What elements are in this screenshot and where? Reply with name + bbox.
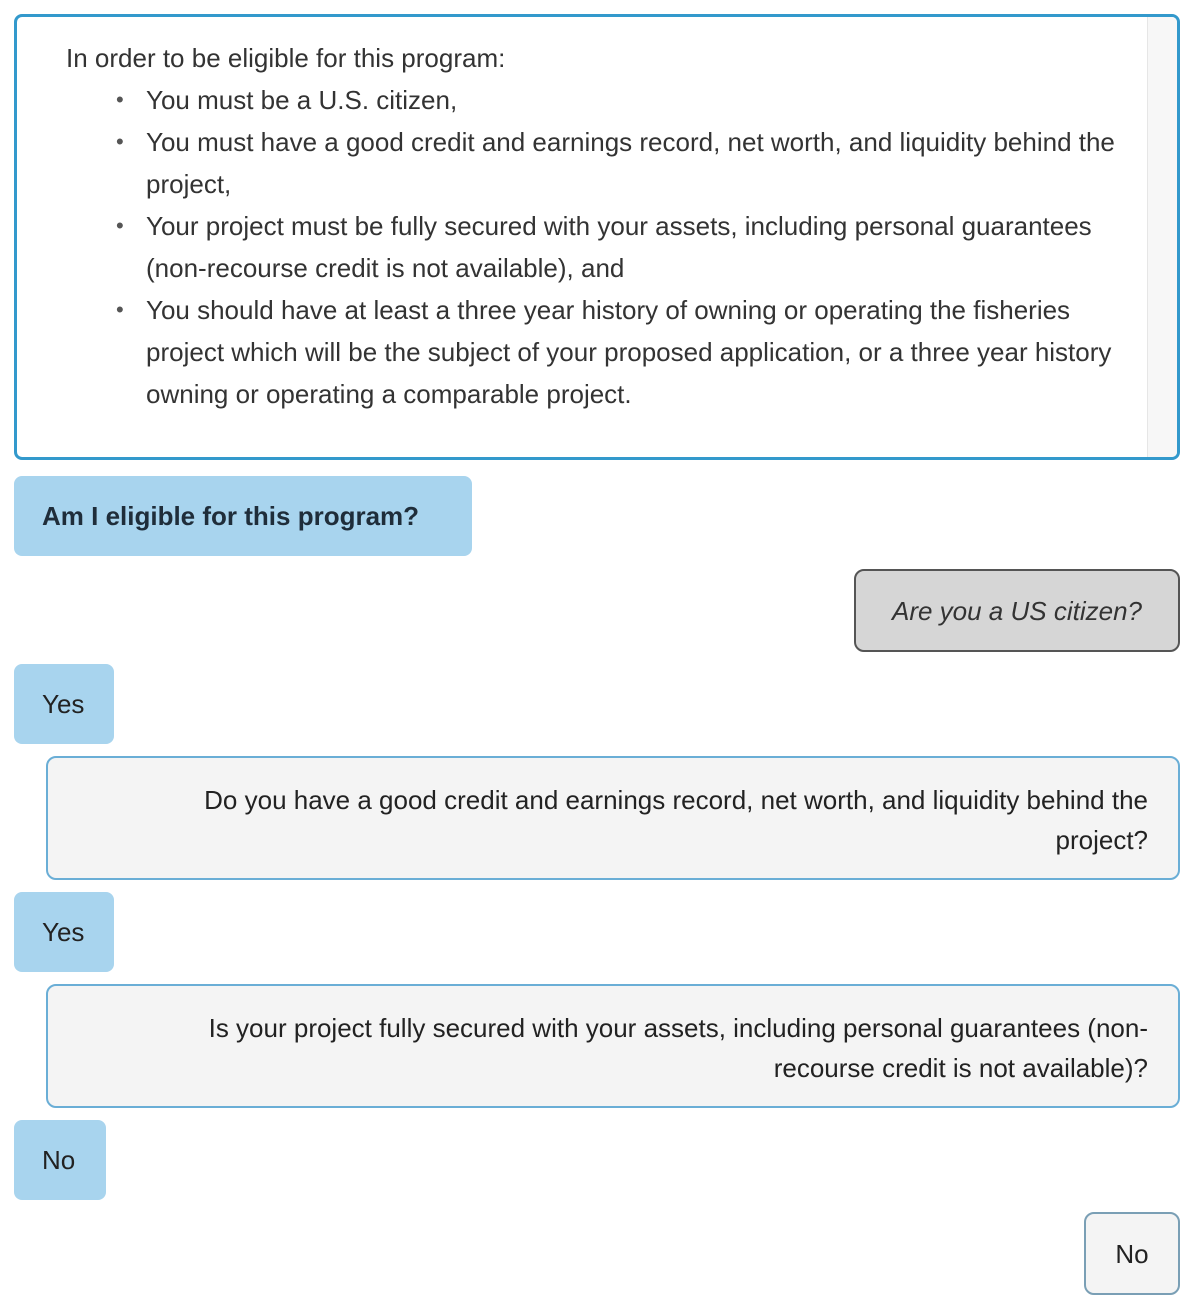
bullet-icon: •: [116, 213, 124, 238]
requirement-item: [66, 121, 1146, 205]
eligibility-panel: [14, 14, 1180, 460]
bullet-icon: •: [116, 129, 124, 154]
user-question-bubble[interactable]: Am I eligible for this program?: [14, 476, 472, 556]
credit-question-bubble: Do you have a good credit and earnings record, net worth, and liquidity behind the project?: [46, 756, 1180, 880]
eligibility-content: [66, 37, 1146, 415]
answer-yes-button[interactable]: Yes: [14, 664, 114, 744]
requirement-text: You must have a good credit and earnings record, net worth, and liquidity behind the project,: [146, 127, 1115, 199]
panel-scrollbar[interactable]: [1147, 17, 1177, 457]
requirement-item: [66, 289, 1146, 415]
requirement-text: You should have at least a three year history of owning or operating the fisheries project which will be the subject of your proposed application, or a three year history owning or operating a comparable project.: [146, 295, 1112, 409]
requirement-text: You must be a U.S. citizen,: [146, 85, 458, 115]
bullet-icon: •: [116, 87, 124, 112]
answer-no-button[interactable]: No: [14, 1120, 106, 1200]
citizen-question-bubble: Are you a US citizen?: [854, 569, 1180, 652]
bullet-icon: •: [116, 297, 124, 322]
eligibility-intro: In order to be eligible for this program:: [66, 43, 506, 73]
bot-answer-bubble: No: [1084, 1212, 1180, 1295]
requirements-list: [66, 79, 1146, 415]
requirement-item: [66, 79, 1146, 121]
answer-yes-button[interactable]: Yes: [14, 892, 114, 972]
secured-question-bubble: Is your project fully secured with your assets, including personal guarantees (non-recourse credit is not available)?: [46, 984, 1180, 1108]
requirement-item: [66, 205, 1146, 289]
requirement-text: Your project must be fully secured with your assets, including personal guarantees (non-recourse credit is not available), and: [146, 211, 1092, 283]
